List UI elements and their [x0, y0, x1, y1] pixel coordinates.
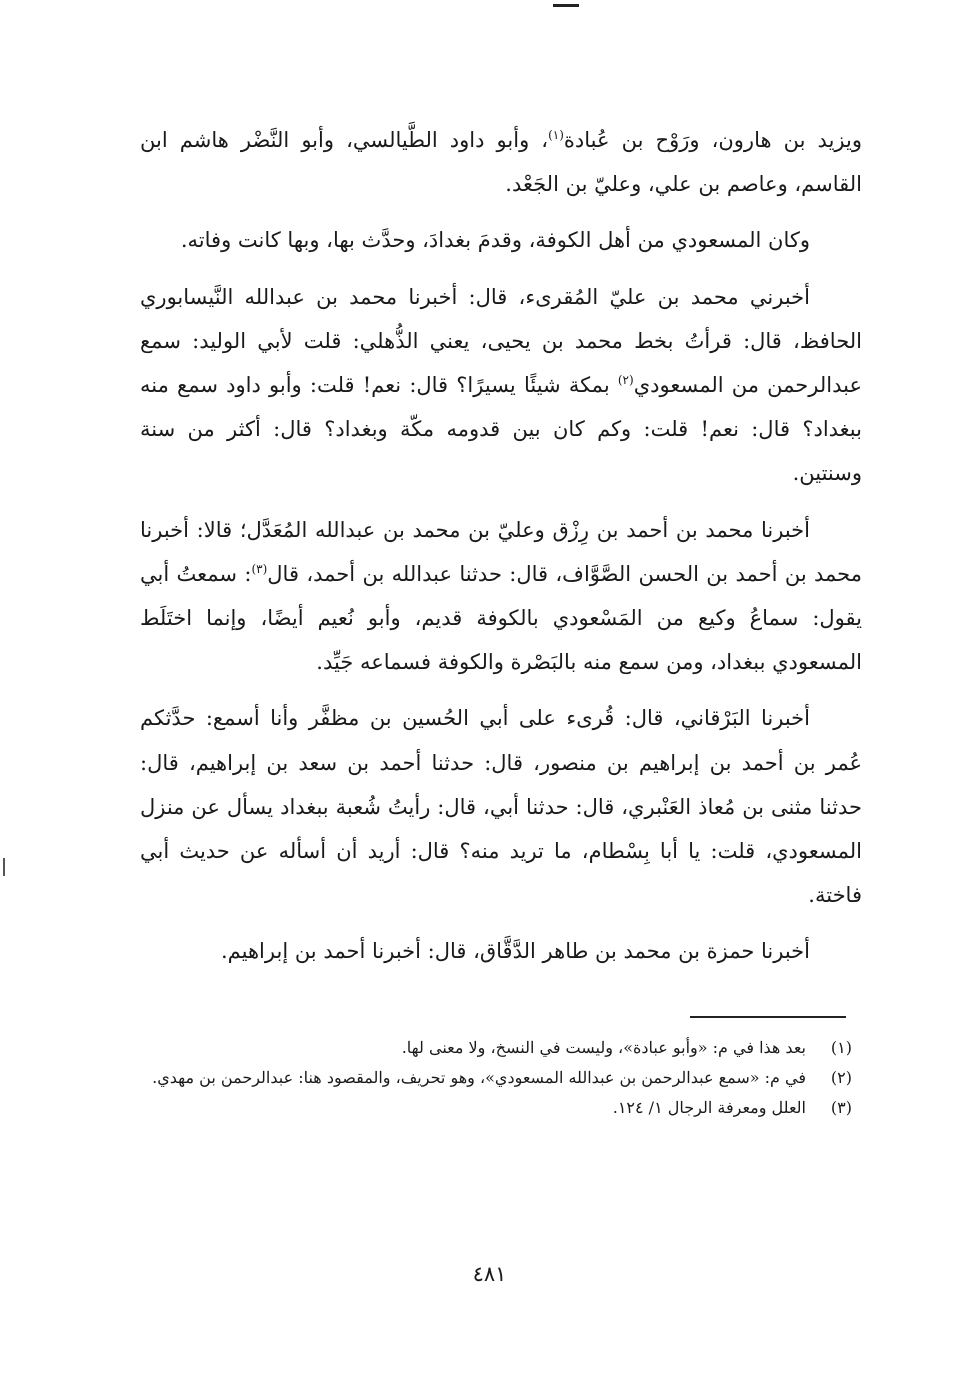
footnote-3	[140, 1093, 852, 1123]
paragraph-4-text-b: : سمعتُ أبي يقول: سماعُ وكيع من المَسْعودي بالكوفة قديم، وأبو نُعيم أيضًا، وإنما اختَلَط المسعودي ببغداد، ومن سمع منه بالبَصْرة والكوفة فسماعه جَيِّد.	[140, 561, 862, 675]
page-number: ٤٨١	[472, 1262, 507, 1286]
paragraph-1	[140, 118, 862, 206]
paragraph-4-text-a: أخبرنا محمد بن أحمد بن رِزْق وعليّ بن محمد بن عبدالله المُعَدَّل؛ قالا: أخبرنا محمد بن أحمد بن الحسن الصَّوَّاف، قال: حدثنا عبدالله بن أحمد، قال	[140, 517, 862, 586]
footnote-ref-3: (٣)	[251, 561, 268, 576]
paragraph-2	[140, 218, 862, 262]
paragraph-1-text-b: ، وأبو داود الطَّيالسي، وأبو النَّضْر هاشم ابن القاسم، وعاصم بن علي، وعليّ بن الجَعْد.	[140, 128, 862, 197]
header-mark	[553, 4, 579, 7]
footnote-1	[140, 1033, 852, 1063]
footnotes	[140, 1033, 852, 1123]
paragraph-1-text-a: ويزيد بن هارون، ورَوْح بن عُبادة	[563, 128, 862, 152]
footnote-3-text: العلل ومعرفة الرجال ١/ ١٢٤.	[612, 1098, 806, 1117]
footnote-2-text: في م: «سمع عبدالرحمن بن عبدالله المسعودي»، وهو تحريف، والمقصود هنا: عبدالرحمن بن مهدي.	[152, 1068, 806, 1087]
footnote-ref-2: (٢)	[617, 373, 634, 388]
footnote-1-text: بعد هذا في م: «وأبو عبادة»، وليست في النسخ، ولا معنى لها.	[401, 1038, 806, 1057]
margin-mark	[3, 858, 5, 876]
paragraph-3-text-b: بمكة شيئًا يسيرًا؟ قال: نعم! قلت: وأبو داود سمع منه ببغداد؟ قال: نعم! قلت: وكم كان بين قدومه مكّة وبغداد؟ قال: أكثر من سنة وسنتين.	[140, 373, 862, 486]
paragraph-6	[140, 929, 862, 973]
main-text	[140, 118, 862, 974]
footnote-3-number: (٣)	[830, 1098, 852, 1117]
paragraph-5-text: أخبرنا البَرْقاني، قال: قُرىء على أبي الحُسين بن مظفَّر وأنا أسمع: حدَّثكم عُمر بن أحمد بن إبراهيم بن منصور، قال: حدثنا أحمد بن سعد بن إبراهيم، قال: حدثنا مثنى بن مُعاذ العَنْبري، قال: حدثنا أبي، قال: رأيتُ شُعبة ببغداد يسأل عن منزل المسعودي، قلت: يا أبا بِسْطام، ما تريد منه؟ قال: أريد أن أسأله عن حديث أبي فاختة.	[140, 706, 862, 908]
footnote-2	[140, 1063, 852, 1093]
footnote-ref-1: (١)	[548, 128, 564, 142]
paragraph-4	[140, 508, 862, 685]
paragraph-2-text: وكان المسعودي من أهل الكوفة، وقدمَ بغدادَ، وحدَّث بها، وبها كانت وفاته.	[180, 228, 810, 253]
footnote-divider	[690, 1016, 846, 1018]
paragraph-3-text-a: أخبرني محمد بن عليّ المُقرىء، قال: أخبرنا محمد بن عبدالله النَّيسابوري الحافظ، قال: قرأتُ بخط محمد بن يحيى، يعني الذُّهلي: قلت لأبي الوليد: سمع عبدالرحمن من المسعودي	[140, 284, 862, 398]
paragraph-5	[140, 696, 862, 917]
paragraph-3	[140, 275, 862, 496]
paragraph-6-text: أخبرنا حمزة بن محمد بن طاهر الدَّقَّاق، قال: أخبرنا أحمد بن إبراهيم.	[220, 939, 810, 964]
footnote-1-number: (١)	[830, 1038, 852, 1057]
footnote-2-number: (٢)	[830, 1068, 852, 1087]
